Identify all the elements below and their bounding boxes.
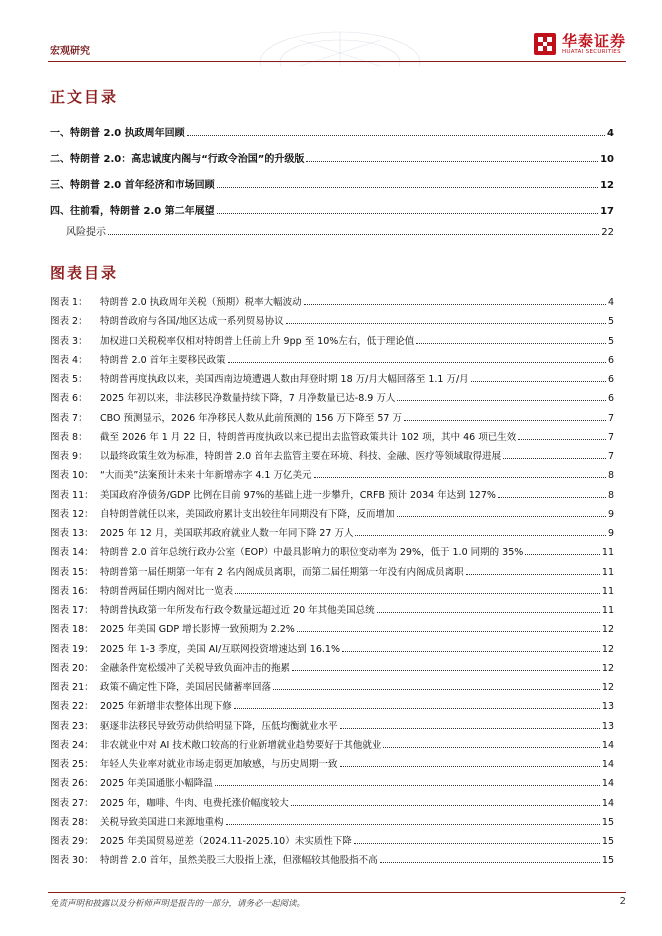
dot-leader [340, 766, 600, 767]
figure-caption: 特朗普政府与各国/地区达成一系列贸易协议 [100, 316, 284, 328]
header-watermark-graphic [240, 18, 440, 66]
figure-label: 图表 6： [50, 393, 88, 405]
dot-leader [314, 477, 606, 478]
dot-leader [416, 343, 606, 344]
figure-caption: 2025 年新增非农整体出现下修 [100, 701, 232, 713]
figure-page: 11 [601, 585, 614, 597]
dot-leader [291, 805, 600, 806]
figure-list-item[interactable] [50, 467, 614, 481]
figure-list-item[interactable] [50, 679, 614, 693]
page-number: 2 [619, 896, 626, 907]
figure-page: 6 [607, 393, 614, 405]
figure-list-item[interactable] [50, 698, 614, 712]
toc-item-page: 17 [600, 206, 614, 217]
dot-leader [235, 593, 600, 594]
figure-label: 图表 9： [50, 451, 88, 462]
dot-leader [297, 631, 600, 632]
figure-caption: 2025 年，咖啡、牛肉、电费托涨价幅度较大 [100, 797, 289, 809]
figure-caption: 特朗普 2.0 执政周年关税（预期）税率大幅波动 [100, 297, 302, 308]
figure-caption: 美国政府净债务/GDP 比例在目前 97%的基础上进一步攀升，CRFB 预计 2034 年达到 127% [100, 489, 496, 501]
figure-page: 12 [601, 662, 614, 674]
toc-item-text: 一、特朗普 2.0 执政周年回顾 [50, 128, 185, 139]
dot-leader [397, 516, 606, 517]
figure-page: 9 [607, 508, 614, 520]
figure-list-item[interactable] [50, 525, 614, 539]
toc-item-text: 三、特朗普 2.0 首年经济和市场回顾 [50, 180, 215, 191]
figure-page: 14 [601, 739, 614, 751]
figure-caption: 政策不确定性下降，美国居民储蓄率回落 [100, 682, 272, 693]
figure-label: 图表 8： [50, 431, 88, 443]
figure-list-item[interactable] [50, 544, 614, 558]
figure-page: 15 [601, 836, 614, 847]
dot-leader [397, 400, 606, 401]
figure-caption: 加权进口关税税率仅相对特朗普上任前上升 9pp 至 10%左右，低于理论值 [100, 335, 415, 347]
dot-leader [355, 535, 606, 536]
figure-caption: 2025 年美国 GDP 增长影博一致预期为 2.2% [100, 624, 295, 636]
figure-caption: 非农就业中对 AI 技术敞口较高的行业新增就业趋势要好于其他就业 [100, 739, 382, 751]
figure-caption: 截至 2026 年 1 月 22 日，特朗普再度执政以来已提出去监管政策共计 102 项，其中 46 项已生效 [100, 431, 517, 443]
dot-leader [525, 554, 600, 555]
figure-list-item[interactable] [50, 352, 614, 366]
figure-page: 11 [601, 605, 614, 616]
dot-leader [354, 843, 600, 844]
figure-page: 6 [607, 354, 614, 366]
figure-caption: 金融条件宽松缓冲了关税导致负面冲击的拖累 [100, 662, 291, 674]
dot-leader [226, 824, 600, 825]
figure-page: 8 [607, 489, 614, 501]
figure-page: 11 [601, 547, 614, 559]
figure-list-item[interactable] [50, 756, 614, 770]
toc-item[interactable] [50, 124, 614, 139]
figure-label: 图表 26： [50, 778, 94, 790]
figure-page: 7 [607, 412, 614, 424]
figure-page: 13 [601, 701, 614, 713]
figure-caption: 特朗普执政第一年所发布行政令数量远超过近 20 年其他美国总统 [100, 605, 375, 616]
figure-page: 15 [601, 816, 614, 828]
figure-page: 7 [607, 451, 614, 462]
toc-item-page: 4 [607, 128, 614, 139]
figure-page: 8 [607, 470, 614, 482]
figure-list-item[interactable] [50, 506, 614, 520]
figure-label: 图表 20： [50, 662, 94, 674]
figure-caption: 特朗普两届任期内阁对比一览表 [100, 585, 234, 597]
figure-list-item[interactable] [50, 737, 614, 751]
figure-label: 图表 14： [50, 547, 94, 559]
dot-leader [304, 304, 606, 305]
figure-label: 图表 23： [50, 720, 94, 732]
figure-page: 13 [601, 720, 614, 732]
figure-label: 图表 29： [50, 836, 94, 847]
dot-leader [187, 135, 605, 136]
figure-list-item[interactable] [50, 641, 614, 655]
logo-chinese-name: 华泰证券 [561, 32, 626, 50]
figure-list-item[interactable] [50, 660, 614, 674]
figure-list-item[interactable] [50, 852, 614, 866]
figure-label: 图表 21： [50, 682, 94, 693]
figure-caption: 2025 年美国通胀小幅降温 [100, 778, 213, 790]
figure-label: 图表 24： [50, 739, 94, 751]
figure-caption: CBO 预测显示，2026 年净移民人数从此前预测的 156 万下降至 57 万 [100, 412, 402, 424]
figure-label: 图表 17： [50, 605, 94, 616]
figure-page: 12 [601, 624, 614, 636]
figure-label: 图表 16： [50, 585, 94, 597]
dot-leader [518, 439, 606, 440]
figure-page: 6 [607, 374, 614, 385]
dot-leader [228, 362, 606, 363]
toc-item-text: 风险提示 [66, 227, 106, 238]
dot-leader [498, 497, 606, 498]
dot-leader [404, 420, 606, 421]
dot-leader [217, 187, 598, 188]
figure-label: 图表 15： [50, 566, 94, 578]
figure-label: 图表 18： [50, 624, 94, 636]
figure-label: 图表 12： [50, 508, 94, 520]
toc-item[interactable] [50, 150, 614, 165]
figure-caption: 2025 年初以来，非法移民净数量持续下降，7 月净数量已达-8.9 万人 [100, 393, 396, 405]
figure-list-item[interactable] [50, 371, 614, 385]
figure-page: 4 [607, 297, 614, 308]
figure-page: 14 [601, 797, 614, 809]
figure-caption: 2025 年 12 月，美国联邦政府就业人数一年同下降 27 万人 [100, 528, 354, 539]
figure-label: 图表 2： [50, 316, 88, 328]
figure-page: 15 [601, 855, 614, 867]
figure-list-item[interactable] [50, 833, 614, 847]
figure-list-item[interactable] [50, 448, 614, 462]
toc-title: 正文目录 [50, 88, 119, 106]
figure-label: 图表 19： [50, 643, 94, 655]
dot-leader [273, 689, 600, 690]
footer-disclaimer: 免责声明和披露以及分析师声明是报告的一部分，请务必一起阅读。 [50, 899, 306, 909]
figure-caption: 特朗普再度执政以来，美国西南边境遭遇人数由拜登时期 18 万/月大幅回落至 1.1 万/月 [100, 374, 469, 385]
figure-list-item[interactable] [50, 795, 614, 809]
figure-label: 图表 11： [50, 489, 94, 501]
figure-list-item[interactable] [50, 583, 614, 597]
header-divider [48, 61, 626, 62]
figure-page: 5 [607, 316, 614, 328]
toc-item-text: 二、特朗普 2.0：高忠诚度内阁与“行政令治国”的升级版 [50, 154, 305, 165]
figure-page: 14 [601, 759, 614, 770]
figure-caption: 以最终政策生效为标准，特朗普 2.0 首年去监管主要在环境、科技、金融、医疗等领域取得进展 [100, 451, 502, 462]
dot-leader [292, 670, 600, 671]
figures-title: 图表目录 [50, 264, 119, 282]
figure-caption: 2025 年 1-3 季度，美国 AI/互联网投资增速达到 16.1% [100, 643, 340, 655]
figure-list-item[interactable] [50, 313, 614, 327]
huatai-logo-icon [534, 33, 556, 55]
figure-list-item[interactable] [50, 390, 614, 404]
dot-leader [383, 747, 600, 748]
figure-caption: 驱逐非法移民导致劳动供给明显下降，压低均衡就业水平 [100, 720, 338, 732]
figure-caption: 特朗普第一届任期第一年有 2 名内阁成员离职，而第二届任期第一年没有内阁成员离职 [100, 566, 464, 578]
brand-logo [534, 33, 626, 55]
toc-item-page: 22 [601, 227, 614, 238]
figure-label: 图表 30： [50, 855, 94, 867]
figure-page: 14 [601, 778, 614, 790]
dot-leader [234, 708, 600, 709]
figure-caption: 关税导致美国进口来源地重构 [100, 816, 224, 828]
figure-list-item[interactable] [50, 814, 614, 828]
figure-label: 图表 25： [50, 759, 94, 770]
figure-label: 图表 10： [50, 470, 94, 482]
figure-page: 7 [607, 431, 614, 443]
dot-leader [471, 381, 606, 382]
dot-leader [217, 213, 598, 214]
toc-item[interactable] [50, 176, 614, 191]
toc-item-text: 四、往前看，特朗普 2.0 第二年展望 [50, 206, 215, 217]
figure-label: 图表 7： [50, 412, 88, 424]
dot-leader [306, 161, 598, 162]
figure-label: 图表 13： [50, 528, 94, 539]
figure-list-item[interactable] [50, 333, 614, 347]
dot-leader [286, 323, 606, 324]
toc-item[interactable] [50, 202, 614, 217]
figure-list-item[interactable] [50, 718, 614, 732]
figure-list-item[interactable] [50, 602, 614, 616]
footer-divider [48, 892, 626, 893]
figure-page: 12 [601, 682, 614, 693]
toc-item-page: 12 [600, 180, 614, 191]
figure-label: 图表 5： [50, 374, 88, 385]
figure-label: 图表 1： [50, 297, 88, 308]
dot-leader [215, 785, 600, 786]
dot-leader [377, 612, 600, 613]
toc-item-page: 10 [600, 154, 614, 165]
dot-leader [466, 574, 600, 575]
dot-leader [380, 862, 600, 863]
figure-page: 12 [601, 643, 614, 655]
figure-list-item[interactable] [50, 564, 614, 578]
figure-list-item[interactable] [50, 621, 614, 635]
figure-list-item[interactable] [50, 775, 614, 789]
figure-label: 图表 28： [50, 816, 94, 828]
figure-label: 图表 27： [50, 797, 94, 809]
figure-list-item[interactable] [50, 429, 614, 443]
logo-english-name: HUATAI SECURITIES [561, 49, 621, 55]
figure-caption: 自特朗普就任以来，美国政府累计支出较往年同期没有下降，反而增加 [100, 508, 395, 520]
dot-leader [503, 458, 606, 459]
figure-list-item[interactable] [50, 294, 614, 308]
dot-leader [342, 651, 600, 652]
figure-page: 11 [601, 566, 614, 578]
dot-leader [108, 234, 599, 235]
figure-caption: “大而美”法案预计未来十年新增赤字 4.1 万亿美元 [100, 470, 312, 482]
figure-caption: 2025 年美国贸易逆差（2024.11-2025.10）未实质性下降 [100, 836, 352, 847]
toc-item[interactable] [66, 223, 614, 238]
figure-caption: 特朗普 2.0 首年主要移民政策 [100, 354, 226, 366]
figure-list-item[interactable] [50, 487, 614, 501]
figure-caption: 特朗普 2.0 首年总统行政办公室（EOP）中最具影响力的职位变动率为 29%，低于 1.0 同期的 35% [100, 547, 524, 559]
dot-leader [340, 728, 600, 729]
figure-label: 图表 3： [50, 335, 88, 347]
figure-page: 5 [607, 335, 614, 347]
figure-label: 图表 4： [50, 354, 88, 366]
figure-list-item[interactable] [50, 410, 614, 424]
figure-page: 9 [607, 528, 614, 539]
figure-caption: 年轻人失业率对就业市场走弱更加敏感，与历史周期一致 [100, 759, 338, 770]
figure-caption: 特朗普 2.0 首年，虽然美股三大股指上涨，但涨幅较其他股指不高 [100, 855, 378, 867]
report-category: 宏观研究 [50, 46, 90, 57]
figure-label: 图表 22： [50, 701, 94, 713]
